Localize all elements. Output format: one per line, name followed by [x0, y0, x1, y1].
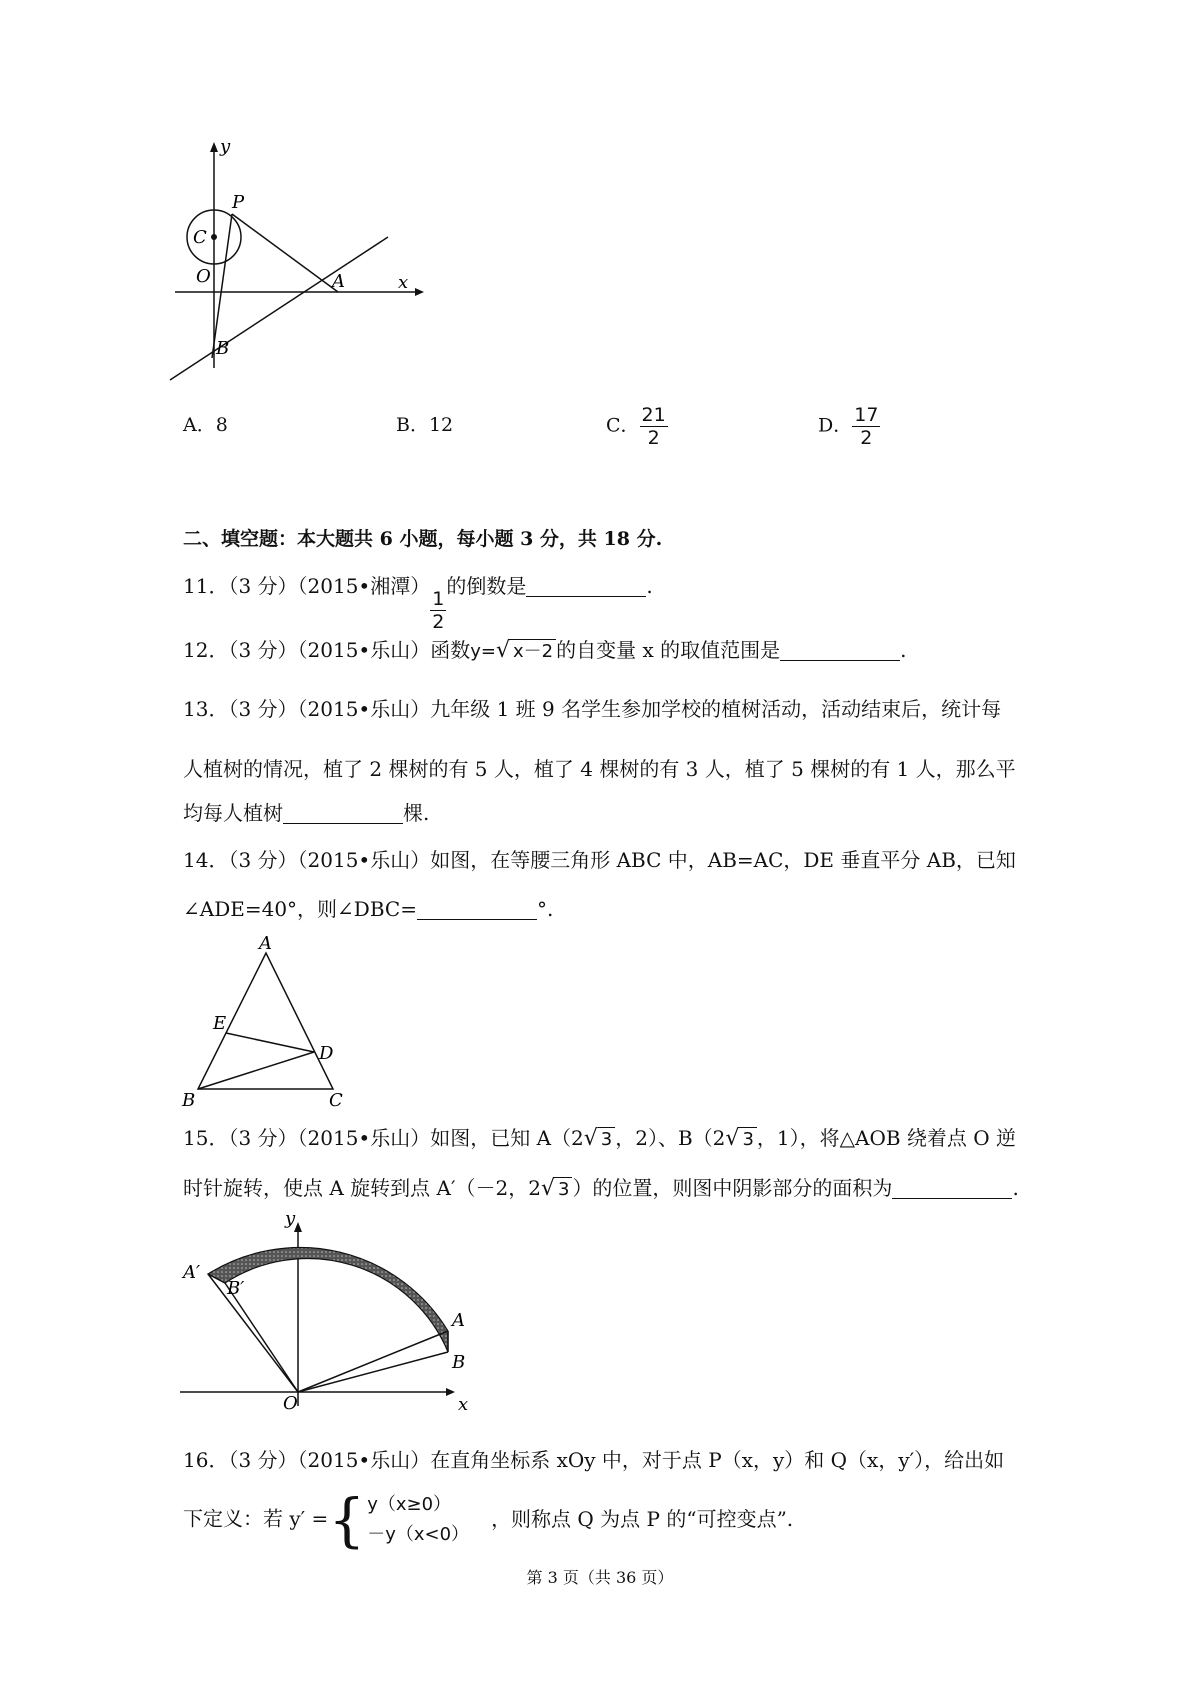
label-o: O — [196, 266, 211, 287]
answer-blank — [780, 640, 900, 661]
question-13-line-3 — [183, 801, 429, 825]
segment-ob1 — [225, 1283, 298, 1392]
figure-q14 — [180, 935, 360, 1110]
label-b: B — [216, 338, 230, 359]
q12-suffix: 的自变量 x 的取值范围是 — [556, 638, 781, 662]
fraction-denominator: 2 — [647, 427, 660, 449]
q15-part-d: 时针旋转，使点 A 旋转到点 A′（－2，2 — [183, 1176, 541, 1200]
sqrt-sign: √ — [725, 1126, 740, 1151]
segment-oa1 — [208, 1274, 298, 1392]
answer-blank — [892, 1178, 1012, 1199]
question-11 — [183, 574, 653, 633]
fraction-numerator: 21 — [641, 404, 666, 426]
q15-part-c: ，1），将△AOB 绕着点 O 逆 — [756, 1126, 1017, 1150]
q15-part-b: ，2）、B（2 — [615, 1126, 726, 1150]
fraction-denominator: 2 — [432, 611, 445, 633]
q12-prefix: 12．（3 分）（2015•乐山）函数 — [183, 638, 471, 662]
q14-suffix: °. — [536, 897, 554, 921]
question-15-line-1 — [183, 1126, 1016, 1152]
label-a-prime: A′ — [183, 1262, 201, 1283]
label-b: B — [182, 1090, 196, 1110]
answer-blank — [283, 803, 403, 824]
question-13-line-1: 13．（3 分）（2015•乐山）九年级 1 班 9 名学生参加学校的植树活动，活动结束后，统计每 — [183, 697, 1002, 721]
label-d: D — [319, 1043, 334, 1064]
q14-prefix: ∠ADE=40°，则∠DBC= — [183, 897, 417, 921]
figure-q10 — [160, 140, 460, 390]
label-y: y — [285, 1210, 296, 1229]
question-16-line-1: 16．（3 分）（2015•乐山）在直角坐标系 xOy 中，对于点 P（x，y）和 Q（x，y′），给出如 — [183, 1448, 1005, 1472]
figure-q15 — [180, 1210, 480, 1410]
fraction-17-2 — [852, 404, 880, 449]
option-d-label: D． — [818, 414, 853, 437]
fraction-denominator: 2 — [860, 427, 873, 449]
question-13-line-2: 人植树的情况，植了 2 棵树的有 5 人，植了 4 棵树的有 3 人，植了 5 棵树的有 1 人，那么平 — [183, 757, 1016, 781]
label-c: C — [329, 1090, 343, 1110]
answer-blank — [526, 576, 646, 597]
question-16-line-2 — [183, 1486, 794, 1554]
radicand: x－2 — [510, 639, 556, 664]
sqrt-sign: √ — [583, 1126, 598, 1151]
label-b: B — [452, 1352, 466, 1373]
label-b-prime: B′ — [227, 1278, 245, 1299]
label-p: P — [232, 192, 245, 213]
page-footer: 第 3 页（共 36 页） — [526, 1568, 674, 1587]
question-14-line-1: 14．（3 分）（2015•乐山）如图，在等腰三角形 ABC 中，AB=AC，DE 垂直平分 AB，已知 — [183, 848, 1016, 872]
cases — [367, 1490, 469, 1550]
label-o: O — [283, 1393, 298, 1410]
label-c: C — [193, 227, 207, 248]
segment-bd — [198, 1052, 314, 1089]
question-15-line-2 — [183, 1176, 1019, 1202]
label-x: x — [398, 272, 409, 293]
q13-prefix: 均每人植树 — [183, 801, 283, 825]
fraction-numerator: 17 — [854, 404, 879, 426]
radicand: 3 — [598, 1127, 615, 1152]
segment-pa — [232, 214, 338, 292]
case-2: －y（x<0） — [367, 1524, 470, 1545]
segment-ob — [298, 1352, 448, 1392]
x-axis-arrow — [446, 1388, 455, 1396]
x-axis-arrow — [415, 288, 424, 296]
q16-suffix: ，则称点 Q 为点 P 的“可控变点”. — [491, 1506, 794, 1531]
brace-icon: { — [328, 1486, 366, 1554]
option-d — [818, 404, 880, 449]
shaded-region — [208, 1248, 448, 1352]
func-lhs: y= — [470, 641, 496, 662]
option-c-label: C． — [606, 414, 640, 437]
q15-end: . — [1012, 1176, 1019, 1200]
q11-suffix: 的倒数是 — [446, 574, 527, 598]
question-12 — [183, 638, 906, 664]
label-y: y — [220, 140, 231, 157]
radicand: 3 — [739, 1127, 756, 1152]
q11-end: . — [646, 574, 653, 598]
option-c — [606, 404, 668, 449]
q16-prefix: 下定义：若 y′ = — [183, 1506, 329, 1531]
answer-blank — [417, 899, 537, 920]
option-a: A．8 — [183, 414, 228, 436]
label-a: A — [259, 935, 272, 954]
line-ab — [170, 237, 388, 380]
option-b: B．12 — [396, 414, 454, 436]
fraction-numerator: 1 — [432, 588, 445, 610]
q15-part-a: 15．（3 分）（2015•乐山）如图，已知 A（2 — [183, 1126, 584, 1150]
segment-de — [226, 1033, 314, 1052]
label-a: A — [332, 271, 345, 292]
sqrt-sign: √ — [540, 1176, 555, 1201]
question-14-line-2 — [183, 897, 553, 921]
label-e: E — [213, 1013, 227, 1034]
label-a: A — [452, 1310, 465, 1331]
q13-suffix: 棵. — [403, 801, 430, 825]
y-axis-arrow — [294, 1222, 302, 1232]
sqrt-sign: √ — [495, 638, 510, 663]
segment-oa — [298, 1331, 448, 1392]
fraction-21-2 — [640, 404, 668, 449]
section-heading: 二、填空题：本大题共 6 小题，每小题 3 分，共 18 分. — [183, 528, 663, 550]
q12-end: . — [900, 638, 907, 662]
radicand: 3 — [555, 1177, 572, 1202]
q11-prefix: 11．（3 分）（2015•湘潭） — [183, 574, 431, 598]
y-axis-arrow — [210, 142, 218, 152]
piecewise-definition — [328, 1486, 470, 1554]
q15-part-e: ）的位置，则图中阴影部分的面积为 — [572, 1176, 893, 1200]
case-1: y（x≥0） — [367, 1494, 452, 1515]
fraction-1-2 — [430, 588, 446, 633]
label-x: x — [458, 1394, 469, 1410]
center-c — [211, 234, 217, 240]
